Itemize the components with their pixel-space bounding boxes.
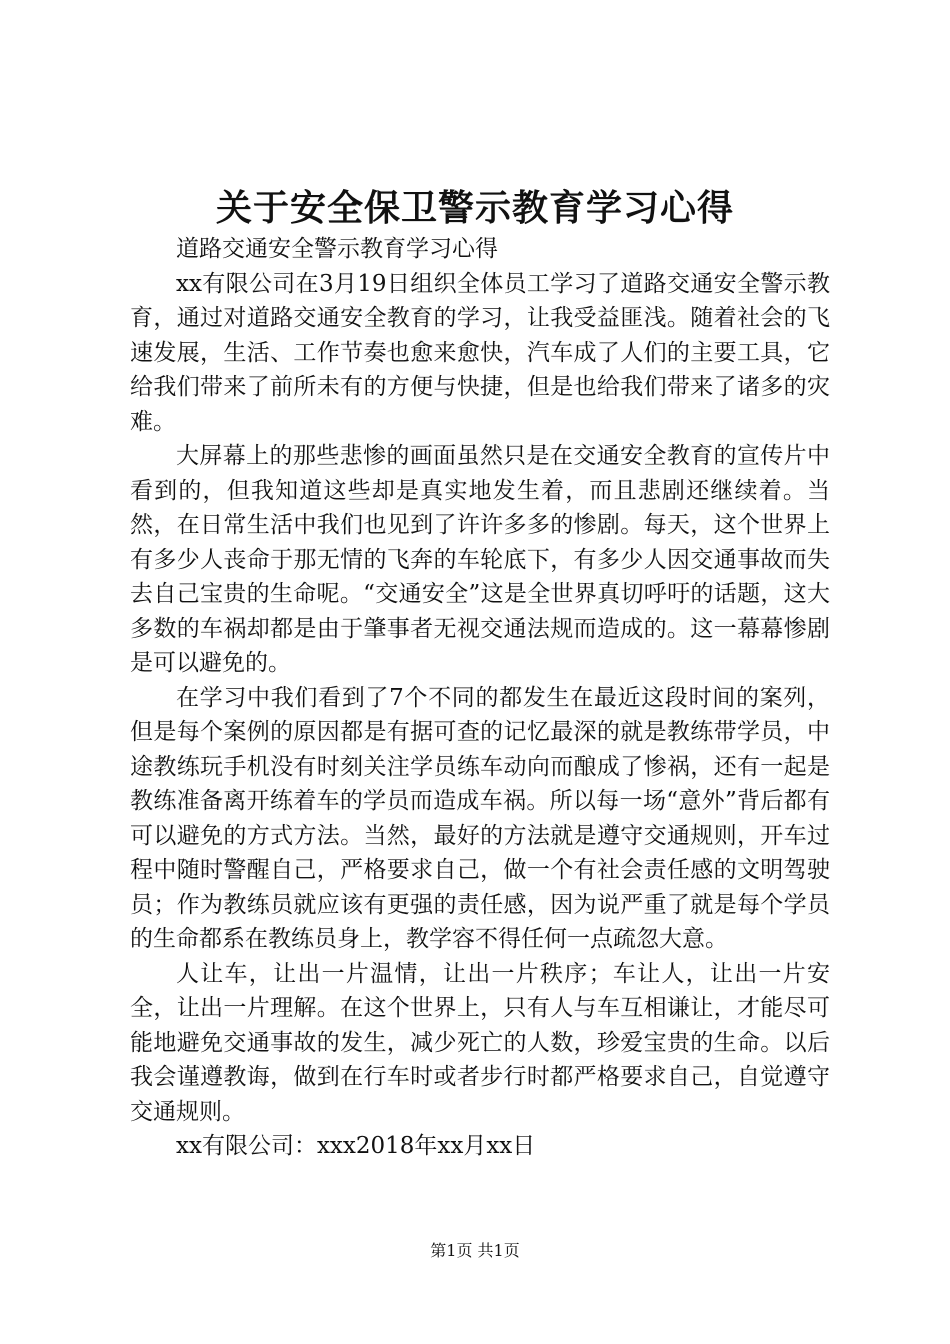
document-title: 关于安全保卫警示教育学习心得 xyxy=(215,187,734,229)
subtitle-paragraph: 道路交通安全警示教育学习心得 xyxy=(176,236,498,262)
document-body xyxy=(130,232,830,1164)
signature-paragraph: xx有限公司：xxx2018年xx月xx日 xyxy=(176,1133,536,1159)
page-footer: 第1页 共1页 xyxy=(430,1241,520,1260)
body-paragraph: 在学习中我们看到了7个不同的都发生在最近这段时间的案列，但是每个案例的原因都是有据可查的记忆最深的就是教练带学员，中途教练玩手机没有时刻关注学员练车动向而酿成了惨祸，还有一起是教练准备离开练着车的学员而造成车祸。所以每一场“意外”背后都有可以避免的方式方法。当然，最好的方法就是遵守交通规则，开车过程中随时警醒自己，严格要求自己，做一个有社会责任感的文明驾驶员；作为教练员就应该有更强的责任感，因为说严重了就是每个学员的生命都系在教练员身上，教学容不得任何一点疏忽大意。 xyxy=(130,684,830,952)
body-paragraph: xx有限公司在3月19日组织全体员工学习了道路交通安全警示教育，通过对道路交通安全教育的学习，让我受益匪浅。随着社会的飞速发展，生活、工作节奏也愈来愈快，汽车成了人们的主要工具，它给我们带来了前所未有的方便与快捷，但是也给我们带来了诸多的灾难。 xyxy=(130,270,830,435)
body-paragraph: 大屏幕上的那些悲惨的画面虽然只是在交通安全教育的宣传片中看到的，但我知道这些却是真实地发生着，而且悲剧还继续着。当然，在日常生活中我们也见到了许许多多的惨剧。每天，这个世界上有多少人丧命于那无情的飞奔的车轮底下，有多少人因交通事故而失去自己宝贵的生命呢。“交通安全”这是全世界真切呼吁的话题，这大多数的车祸却都是由于肇事者无视交通法规而造成的。这一幕幕惨剧是可以避免的。 xyxy=(130,443,830,676)
body-paragraph: 人让车，让出一片温情，让出一片秩序；车让人，让出一片安全，让出一片理解。在这个世界上，只有人与车互相谦让，才能尽可能地避免交通事故的发生，减少死亡的人数，珍爱宝贵的生命。以后我会谨遵教诲，做到在行车时或者步行时都严格要求自己，自觉遵守交通规则。 xyxy=(130,960,830,1125)
